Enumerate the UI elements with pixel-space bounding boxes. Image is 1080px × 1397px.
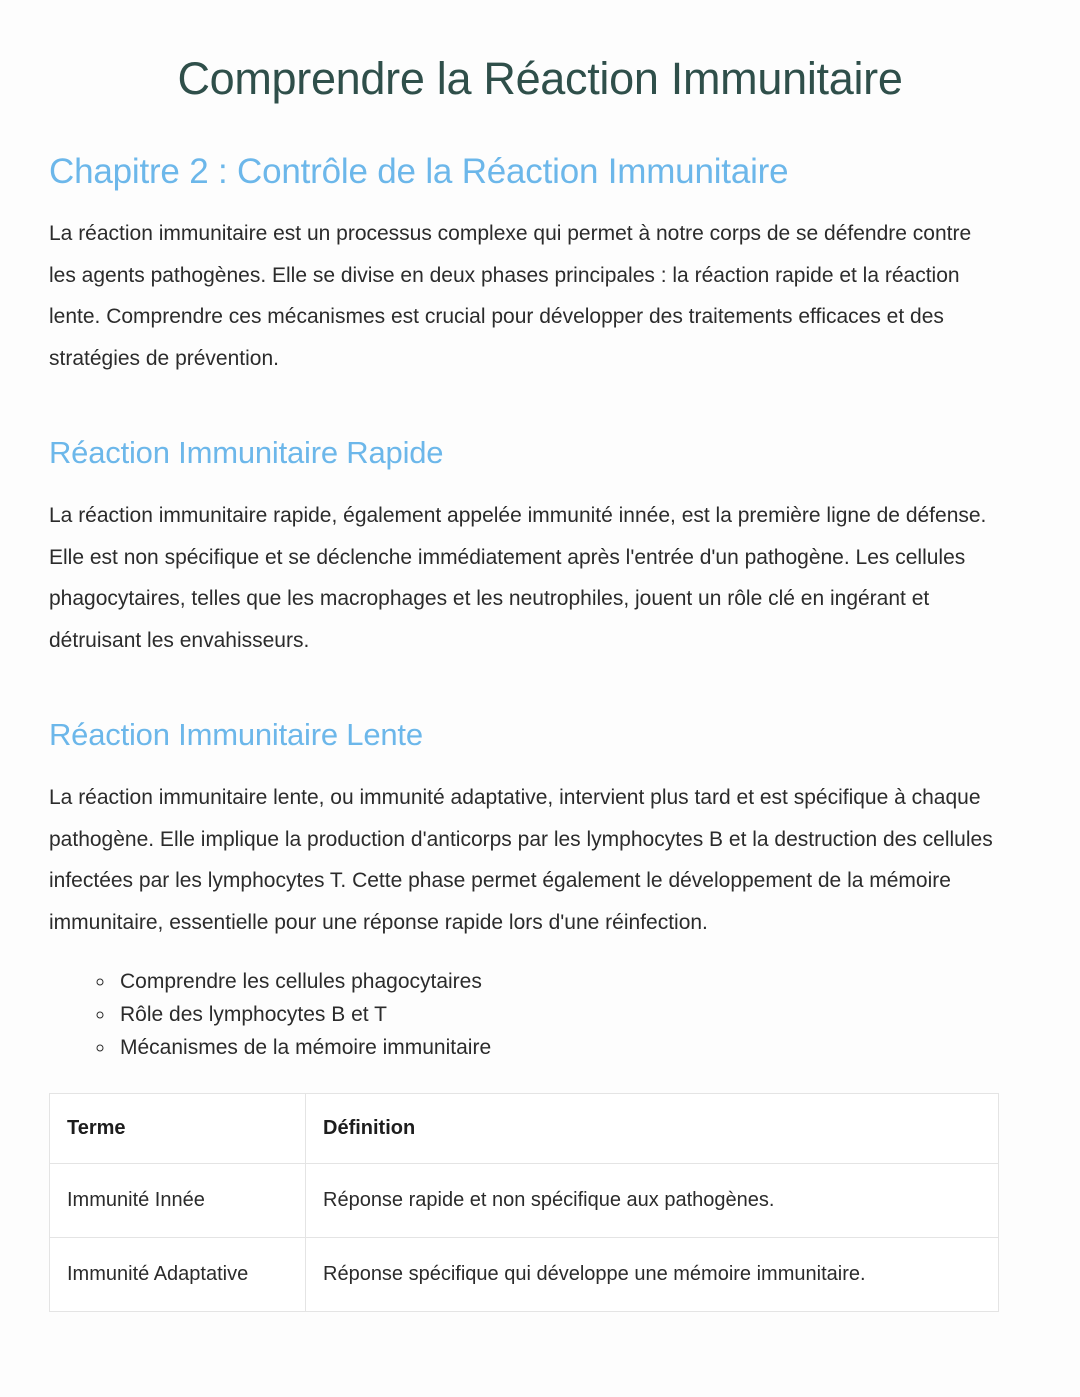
intro-paragraph: La réaction immunitaire est un processus complexe qui permet à notre corps de se défendre contre les agents pathogènes. Elle se divise en deux phases principales : la réaction rapide et la réaction lente. Comprendre ces mécanismes est crucial pour développer des traitements efficaces et des stratégies de prévention. xyxy=(49,222,972,370)
cell-definition: Réponse rapide et non spécifique aux pathogènes. xyxy=(306,1164,999,1238)
glossary-table-container xyxy=(49,1093,1031,1312)
section-heading-lente: Réaction Immunitaire Lente xyxy=(49,717,423,753)
list-item: ◦ Comprendre les cellules phagocytaires xyxy=(116,965,1031,998)
chapter-heading: Chapitre 2 : Contrôle de la Réaction Immunitaire xyxy=(49,152,789,192)
section-paragraph-rapide: La réaction immunitaire rapide, également appelée immunité innée, est la première ligne de défense. Elle est non spécifique et se déclenche immédiatement après l'entrée d'un pathogène. Les cellules phagocytaires, telles que les macrophages et les neutrophiles, jouent un rôle clé en ingérant et détruisant les envahisseurs. xyxy=(49,504,987,652)
cell-term: Immunité Adaptative xyxy=(50,1238,306,1312)
section-heading-rapide: Réaction Immunitaire Rapide xyxy=(49,435,444,471)
table-row xyxy=(50,1238,999,1312)
glossary-table xyxy=(49,1093,999,1312)
column-header-definition: Définition xyxy=(306,1094,999,1164)
topic-list xyxy=(49,965,1031,1064)
table-row xyxy=(50,1164,999,1238)
list-item: ◦ Rôle des lymphocytes B et T xyxy=(116,998,1031,1031)
table-body xyxy=(50,1164,999,1312)
page-title: Comprendre la Réaction Immunitaire xyxy=(177,53,903,104)
cell-definition: Réponse spécifique qui développe une mémoire immunitaire. xyxy=(306,1238,999,1312)
table-header-row xyxy=(50,1094,999,1164)
section-paragraph-lente: La réaction immunitaire lente, ou immunité adaptative, intervient plus tard et est spécifique à chaque pathogène. Elle implique la production d'anticorps par les lymphocytes B et la destruction des cellules infectées par les lymphocytes T. Cette phase permet également le développement de la mémoire immunitaire, essentielle pour une réponse rapide lors d'une réinfection. xyxy=(49,786,993,934)
list-item: ◦ Mécanismes de la mémoire immunitaire xyxy=(116,1031,1031,1064)
column-header-terme: Terme xyxy=(50,1094,306,1164)
table-header xyxy=(50,1094,999,1164)
cell-term: Immunité Innée xyxy=(50,1164,306,1238)
